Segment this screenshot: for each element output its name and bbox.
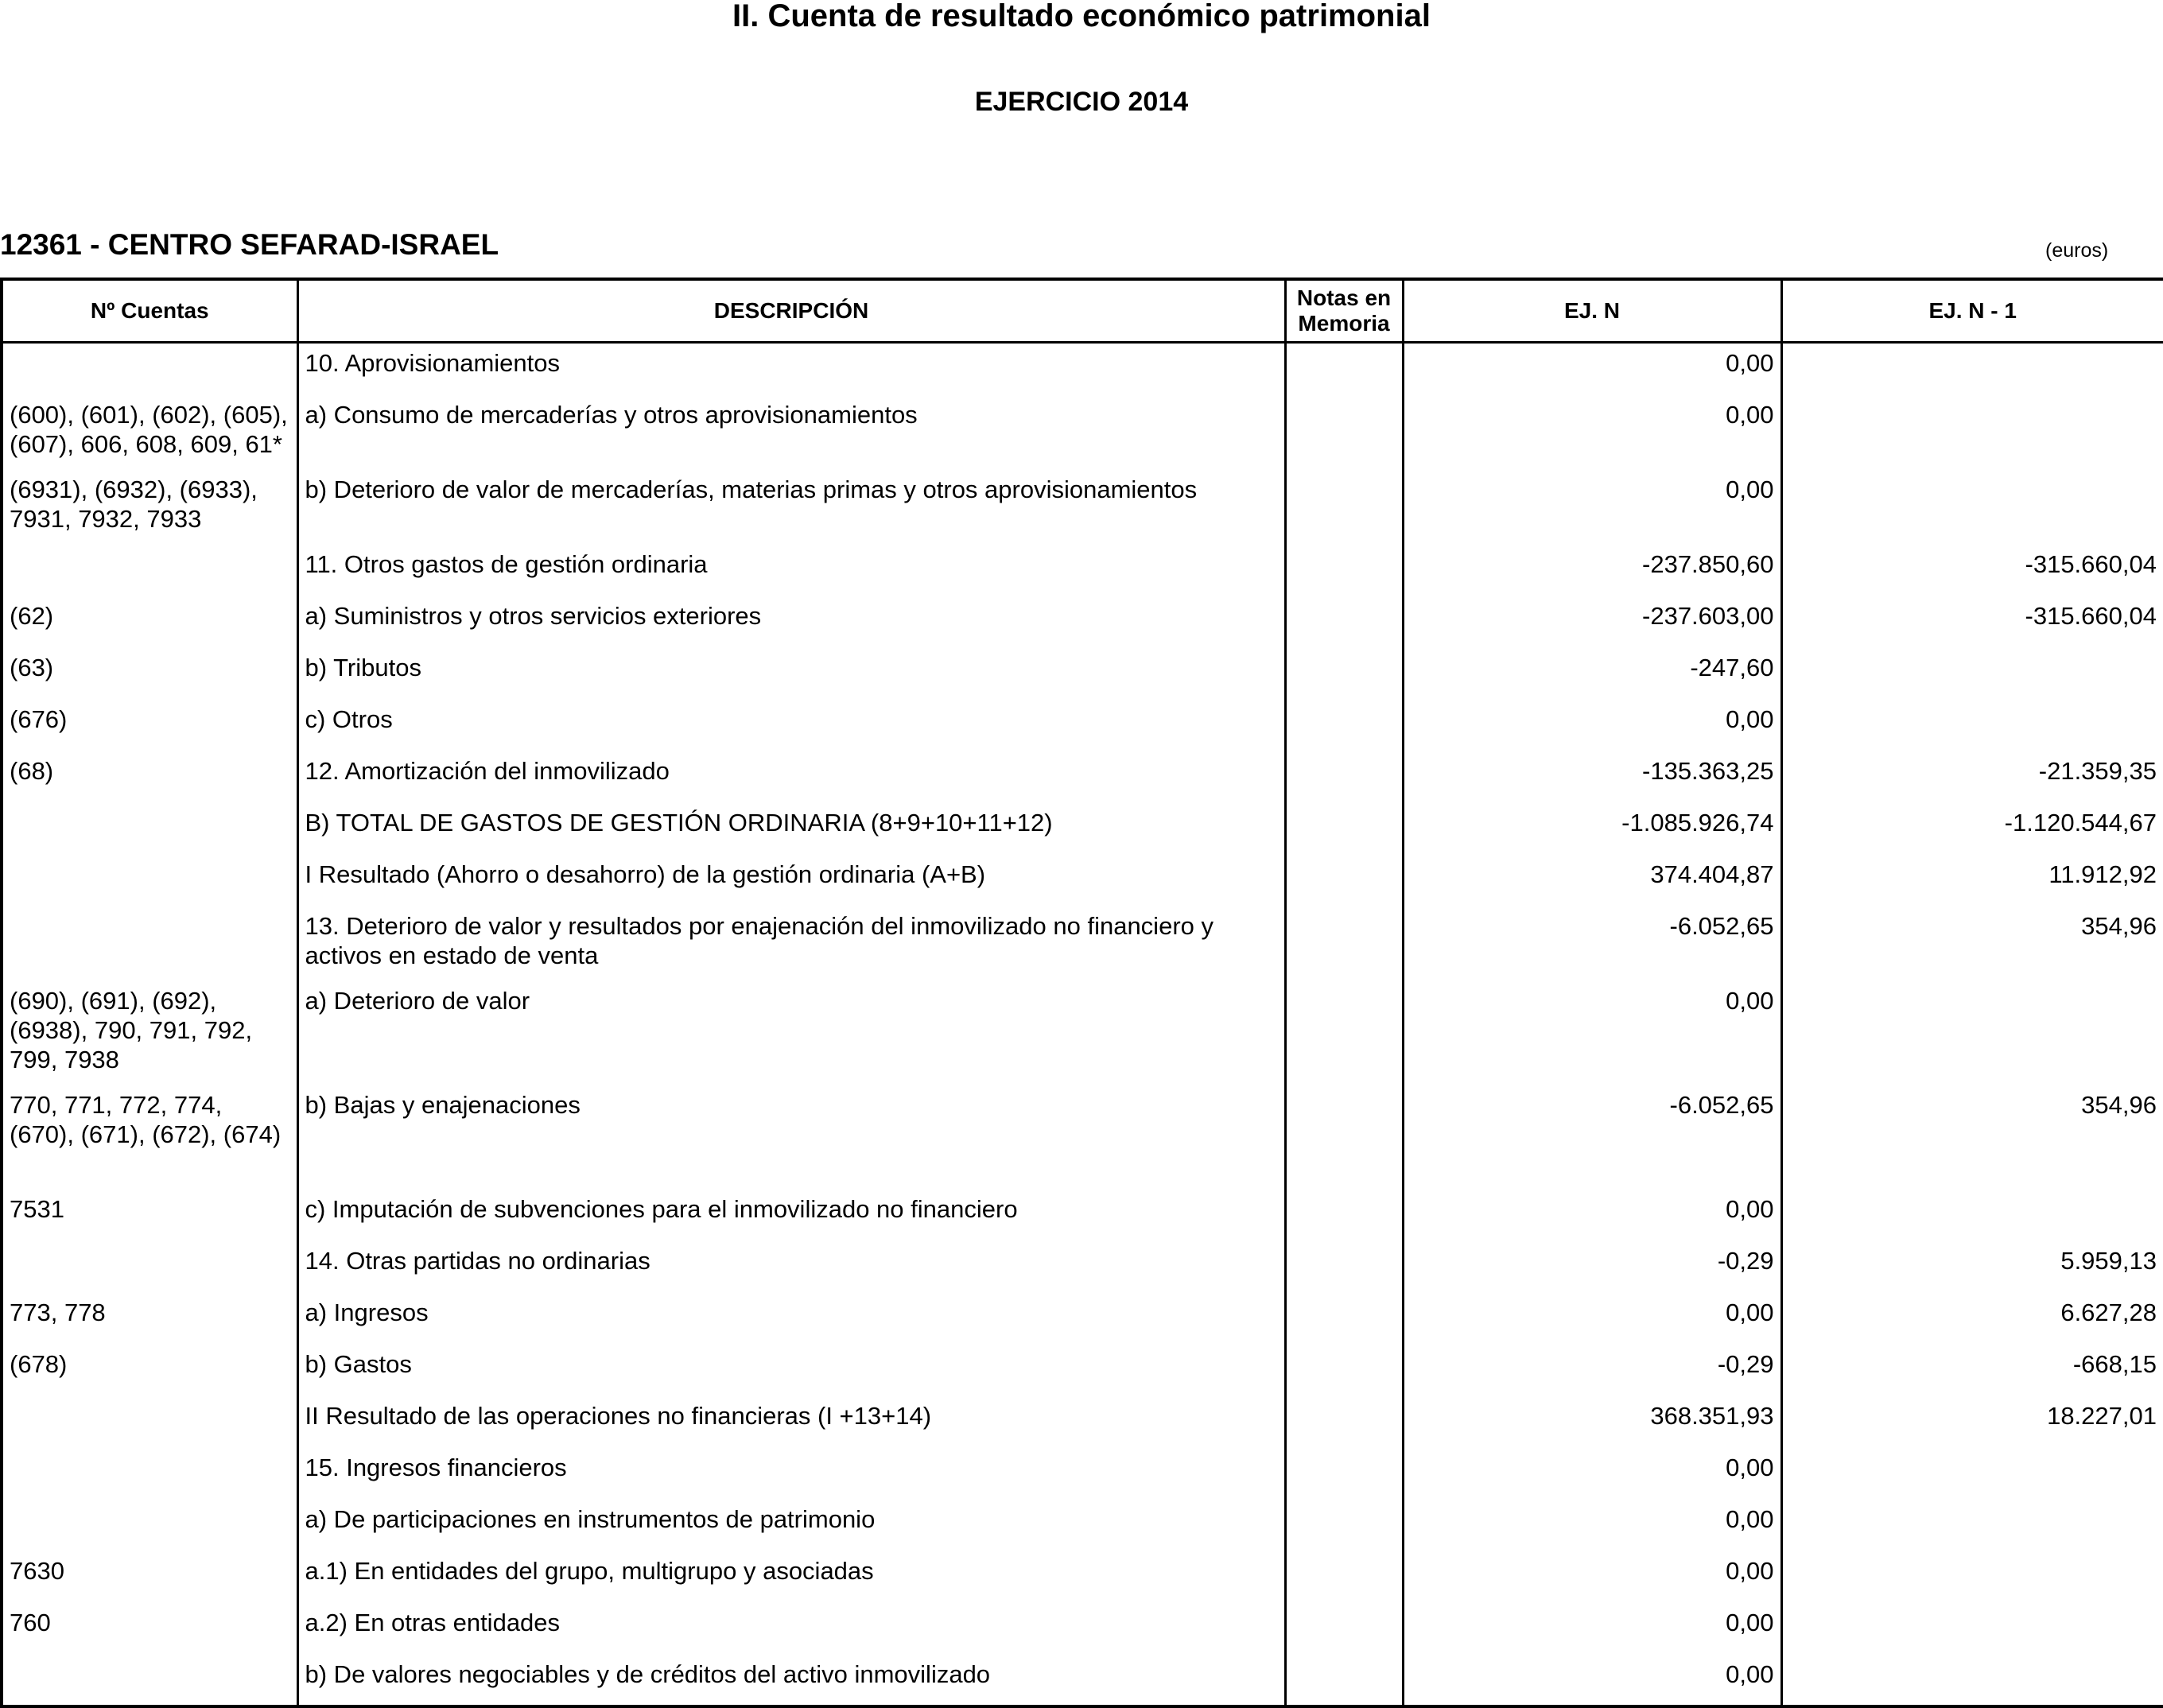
cell-cuentas: 773, 778 <box>2 1295 297 1346</box>
cell-ej-n1: 5.959,13 <box>1781 1243 2163 1295</box>
cell-descripcion: I Resultado (Ahorro o desahorro) de la gestión ordinaria (A+B) <box>297 856 1285 908</box>
cell-notas <box>1285 1553 1403 1605</box>
cell-ej-n: -6.052,65 <box>1403 908 1781 983</box>
cell-ej-n1 <box>1781 701 2163 753</box>
cell-notas <box>1285 472 1403 546</box>
cell-ej-n: 374.404,87 <box>1403 856 1781 908</box>
cell-ej-n1: -668,15 <box>1781 1346 2163 1398</box>
cell-ej-n: -237.603,00 <box>1403 598 1781 650</box>
cell-cuentas <box>2 1450 297 1501</box>
cell-cuentas: (678) <box>2 1346 297 1398</box>
cell-descripcion: 10. Aprovisionamientos <box>297 343 1285 398</box>
cell-ej-n1 <box>1781 1450 2163 1501</box>
cell-cuentas <box>2 805 297 856</box>
cell-notas <box>1285 983 1403 1087</box>
cell-descripcion: a) Consumo de mercaderías y otros aprovisionamientos <box>297 397 1285 472</box>
table-row <box>2 1243 2163 1295</box>
table-row <box>2 1553 2163 1605</box>
cell-descripcion: b) Bajas y enajenaciones <box>297 1087 1285 1191</box>
cell-cuentas: (68) <box>2 753 297 805</box>
cell-notas <box>1285 397 1403 472</box>
table-row <box>2 1087 2163 1191</box>
units-label: (euros) <box>2045 239 2109 262</box>
cell-descripcion: a.2) En otras entidades <box>297 1605 1285 1656</box>
cell-descripcion: b) De valores negociables y de créditos del activo inmovilizado <box>297 1656 1285 1706</box>
table-row <box>2 1450 2163 1501</box>
cell-cuentas: 7531 <box>2 1191 297 1243</box>
cell-ej-n: 0,00 <box>1403 472 1781 546</box>
cell-ej-n1: -315.660,04 <box>1781 546 2163 598</box>
table-row <box>2 650 2163 701</box>
column-header-notas: Notas en Memoria <box>1285 279 1403 343</box>
cell-ej-n: -247,60 <box>1403 650 1781 701</box>
cell-ej-n1: 6.627,28 <box>1781 1295 2163 1346</box>
cell-ej-n1: 354,96 <box>1781 908 2163 983</box>
cell-notas <box>1285 598 1403 650</box>
cell-ej-n1: 11.912,92 <box>1781 856 2163 908</box>
table-row <box>2 701 2163 753</box>
cell-ej-n: 0,00 <box>1403 1656 1781 1706</box>
cell-cuentas: (690), (691), (692), (6938), 790, 791, 792, 799, 7938 <box>2 983 297 1087</box>
cell-ej-n1: -21.359,35 <box>1781 753 2163 805</box>
table-row <box>2 805 2163 856</box>
column-header-ej-n: EJ. N <box>1403 279 1781 343</box>
table-row <box>2 1656 2163 1706</box>
cell-cuentas <box>2 1656 297 1706</box>
table-row <box>2 1398 2163 1450</box>
cell-descripcion: 14. Otras partidas no ordinarias <box>297 1243 1285 1295</box>
cell-cuentas <box>2 1398 297 1450</box>
cell-descripcion: 11. Otros gastos de gestión ordinaria <box>297 546 1285 598</box>
cell-cuentas <box>2 856 297 908</box>
cell-notas <box>1285 343 1403 398</box>
cell-descripcion: a) Suministros y otros servicios exteriores <box>297 598 1285 650</box>
cell-ej-n1 <box>1781 983 2163 1087</box>
cell-notas <box>1285 908 1403 983</box>
cell-descripcion: c) Otros <box>297 701 1285 753</box>
cell-ej-n: -0,29 <box>1403 1346 1781 1398</box>
cell-descripcion: II Resultado de las operaciones no financieras (I +13+14) <box>297 1398 1285 1450</box>
cell-ej-n1 <box>1781 1605 2163 1656</box>
column-header-descripcion: DESCRIPCIÓN <box>297 279 1285 343</box>
table-row <box>2 397 2163 472</box>
cell-ej-n: 0,00 <box>1403 701 1781 753</box>
cell-ej-n: 368.351,93 <box>1403 1398 1781 1450</box>
table-row <box>2 1501 2163 1553</box>
table-row <box>2 1295 2163 1346</box>
cell-cuentas: (62) <box>2 598 297 650</box>
cell-ej-n: 0,00 <box>1403 1295 1781 1346</box>
cell-ej-n: 0,00 <box>1403 343 1781 398</box>
cell-ej-n1: -1.120.544,67 <box>1781 805 2163 856</box>
cell-ej-n1 <box>1781 343 2163 398</box>
table-body <box>2 343 2163 1707</box>
cell-cuentas: (6931), (6932), (6933), 7931, 7932, 7933 <box>2 472 297 546</box>
cell-cuentas <box>2 546 297 598</box>
cell-notas <box>1285 1087 1403 1191</box>
table-row <box>2 1191 2163 1243</box>
cell-notas <box>1285 805 1403 856</box>
report-title: II. Cuenta de resultado económico patrimonial <box>732 0 1431 33</box>
cell-descripcion: b) Gastos <box>297 1346 1285 1398</box>
cell-notas <box>1285 650 1403 701</box>
cell-cuentas <box>2 1243 297 1295</box>
cell-ej-n1 <box>1781 1501 2163 1553</box>
cell-cuentas: 7630 <box>2 1553 297 1605</box>
cell-ej-n: 0,00 <box>1403 1553 1781 1605</box>
cell-ej-n: 0,00 <box>1403 1191 1781 1243</box>
cell-notas <box>1285 753 1403 805</box>
cell-notas <box>1285 1243 1403 1295</box>
cell-descripcion: b) Tributos <box>297 650 1285 701</box>
entity-name: 12361 - CENTRO SEFARAD-ISRAEL <box>0 228 499 261</box>
table-row <box>2 1346 2163 1398</box>
cell-descripcion: a) Deterioro de valor <box>297 983 1285 1087</box>
cell-notas <box>1285 1656 1403 1706</box>
cell-descripcion: a) De participaciones en instrumentos de patrimonio <box>297 1501 1285 1553</box>
cell-descripcion: 12. Amortización del inmovilizado <box>297 753 1285 805</box>
cell-descripcion: 13. Deterioro de valor y resultados por enajenación del inmovilizado no financiero y activos en estado de venta <box>297 908 1285 983</box>
cell-notas <box>1285 1191 1403 1243</box>
cell-notas <box>1285 1605 1403 1656</box>
cell-ej-n: 0,00 <box>1403 1605 1781 1656</box>
cell-ej-n1 <box>1781 1553 2163 1605</box>
cell-ej-n1: 18.227,01 <box>1781 1398 2163 1450</box>
cell-cuentas: 770, 771, 772, 774, (670), (671), (672), (674) <box>2 1087 297 1191</box>
cell-descripcion: b) Deterioro de valor de mercaderías, materias primas y otros aprovisionamientos <box>297 472 1285 546</box>
table-row <box>2 856 2163 908</box>
table-row <box>2 753 2163 805</box>
cell-ej-n: 0,00 <box>1403 983 1781 1087</box>
cell-descripcion: 15. Ingresos financieros <box>297 1450 1285 1501</box>
cell-ej-n: -135.363,25 <box>1403 753 1781 805</box>
table-row <box>2 546 2163 598</box>
table-header-row <box>2 279 2163 343</box>
cell-ej-n: -0,29 <box>1403 1243 1781 1295</box>
cell-ej-n: -6.052,65 <box>1403 1087 1781 1191</box>
table-row <box>2 983 2163 1087</box>
cell-ej-n1: 354,96 <box>1781 1087 2163 1191</box>
column-header-cuentas: Nº Cuentas <box>2 279 297 343</box>
cell-descripcion: c) Imputación de subvenciones para el inmovilizado no financiero <box>297 1191 1285 1243</box>
cell-notas <box>1285 1450 1403 1501</box>
cell-cuentas: 760 <box>2 1605 297 1656</box>
cell-notas <box>1285 1295 1403 1346</box>
table-row <box>2 598 2163 650</box>
cell-cuentas: (676) <box>2 701 297 753</box>
cell-ej-n: 0,00 <box>1403 1450 1781 1501</box>
results-table <box>0 278 2163 1708</box>
cell-ej-n: 0,00 <box>1403 397 1781 472</box>
table-row <box>2 1605 2163 1656</box>
table-row <box>2 472 2163 546</box>
cell-notas <box>1285 1398 1403 1450</box>
cell-notas <box>1285 856 1403 908</box>
table-row <box>2 908 2163 983</box>
cell-cuentas <box>2 1501 297 1553</box>
cell-ej-n: -237.850,60 <box>1403 546 1781 598</box>
cell-ej-n1 <box>1781 650 2163 701</box>
cell-ej-n1 <box>1781 472 2163 546</box>
cell-descripcion: B) TOTAL DE GASTOS DE GESTIÓN ORDINARIA (8+9+10+11+12) <box>297 805 1285 856</box>
cell-ej-n1: -315.660,04 <box>1781 598 2163 650</box>
cell-notas <box>1285 1346 1403 1398</box>
cell-descripcion: a) Ingresos <box>297 1295 1285 1346</box>
cell-notas <box>1285 701 1403 753</box>
cell-ej-n1 <box>1781 1656 2163 1706</box>
cell-cuentas: (600), (601), (602), (605), (607), 606, 608, 609, 61* <box>2 397 297 472</box>
cell-cuentas <box>2 908 297 983</box>
cell-ej-n: -1.085.926,74 <box>1403 805 1781 856</box>
cell-ej-n1 <box>1781 397 2163 472</box>
cell-cuentas <box>2 343 297 398</box>
cell-ej-n1 <box>1781 1191 2163 1243</box>
cell-notas <box>1285 546 1403 598</box>
cell-notas <box>1285 1501 1403 1553</box>
column-header-ej-n1: EJ. N - 1 <box>1781 279 2163 343</box>
table-row <box>2 343 2163 398</box>
report-subtitle: EJERCICIO 2014 <box>974 87 1189 117</box>
cell-descripcion: a.1) En entidades del grupo, multigrupo y asociadas <box>297 1553 1285 1605</box>
cell-ej-n: 0,00 <box>1403 1501 1781 1553</box>
cell-cuentas: (63) <box>2 650 297 701</box>
